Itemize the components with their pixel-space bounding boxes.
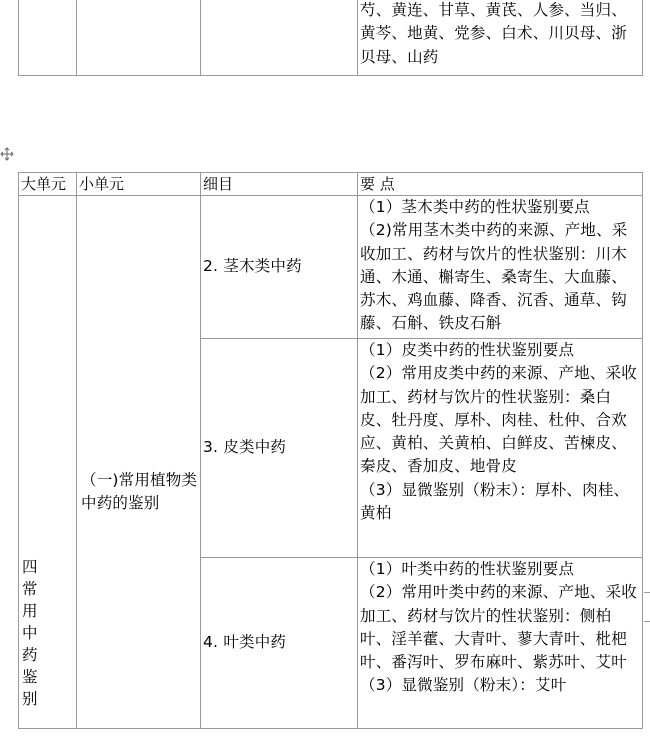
points-cell: （1）皮类中药的性状鉴别要点 （2）常用皮类中药的来源、产地、采收加工、药材与饮片的性状鉴别：桑白皮、牡丹度、厚朴、肉桂、杜仲、合欢应、黄柏、关黄柏、白鲜皮、苦楝皮、秦皮、香加皮、地骨皮 （3）显微鉴别（粉末）：厚朴、肉桂、黄柏 [358, 339, 643, 558]
syllabus-table [18, 172, 643, 729]
header-subunit: 小单元 [77, 173, 201, 196]
detail-cell: 4. 叶类中药 [201, 558, 358, 729]
points-cell: （1）叶类中药的性状鉴别要点 （2）常用叶类中药的来源、产地、采收加工、药材与饮片的性状鉴别：侧柏叶、淫羊藿、大青叶、蓼大青叶、枇杷叶、番泻叶、罗布麻叶、紫苏叶、艾叶 （3）显微鉴别（粉末）：艾叶 [358, 558, 643, 729]
cont-cell-subunit [77, 0, 201, 76]
cont-cell-detail [201, 0, 358, 76]
detail-cell: 2. 茎木类中药 [201, 196, 358, 339]
page-edge-mark [644, 592, 650, 593]
detail-cell: 3. 皮类中药 [201, 339, 358, 558]
cont-cell-unit [19, 0, 77, 76]
table-row [19, 196, 643, 339]
table-header-row [19, 173, 643, 196]
subunit-cell [77, 196, 201, 729]
page-edge-mark [644, 621, 650, 622]
continued-table [18, 0, 643, 76]
subunit-text: （一)常用植物类中药的鉴别 [81, 470, 198, 512]
header-detail: 细目 [201, 173, 358, 196]
points-cell: （1）茎木类中药的性状鉴别要点 （2)常用茎木类中药的来源、产地、采收加工、药材与饮片的性状鉴别：川木通、木通、槲寄生、桑寄生、大血藤、苏木、鸡血藤、降香、沉香、通草、钩藤、石斛、铁皮石斛 [358, 196, 643, 339]
header-unit: 大单元 [19, 173, 77, 196]
cont-cell-points: 芍、黄连、甘草、黄芪、人参、当归、黄芩、地黄、党参、白术、川贝母、浙贝母、山药 [358, 0, 643, 76]
table-move-handle-icon[interactable] [0, 147, 14, 161]
unit-text: 四常用中药鉴别 [22, 558, 38, 708]
unit-cell [19, 196, 77, 729]
header-points: 要 点 [358, 173, 643, 196]
